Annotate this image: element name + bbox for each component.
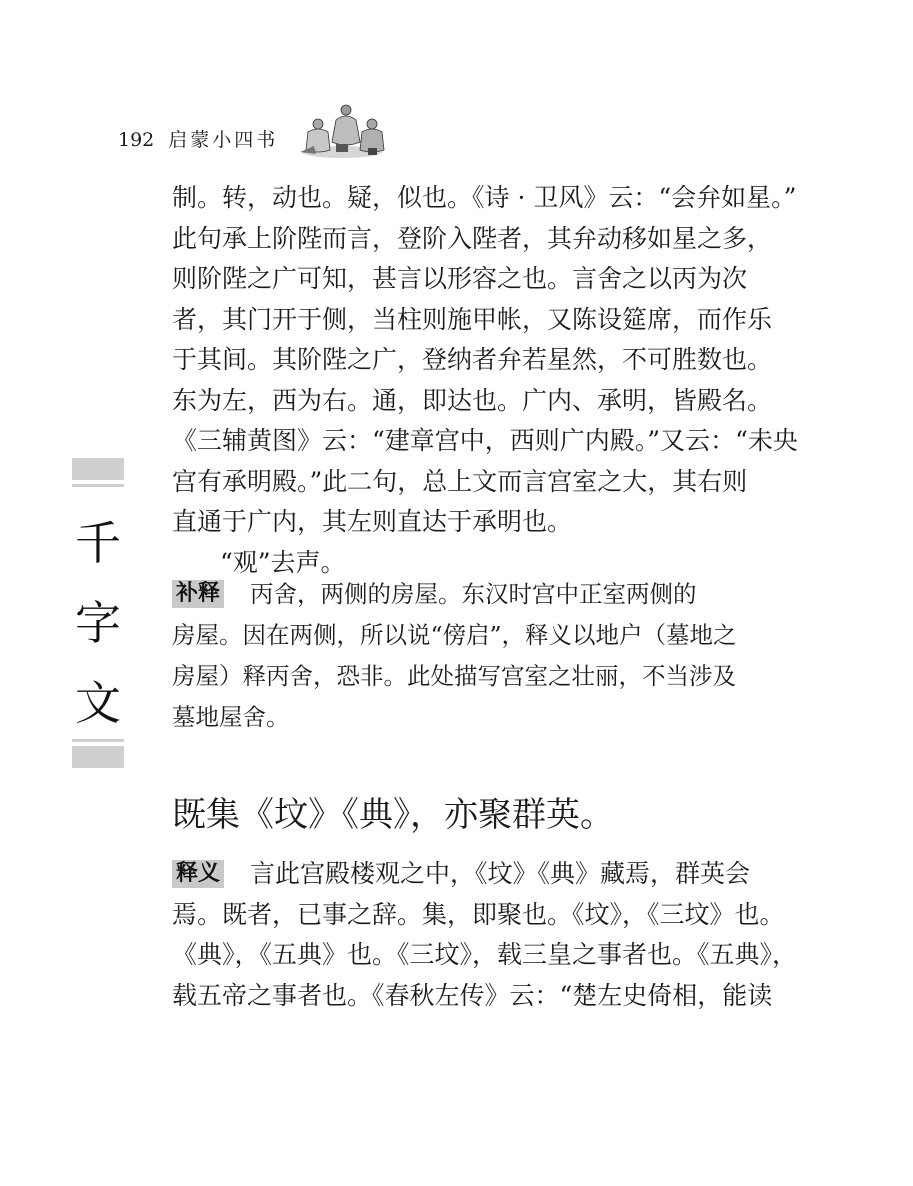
side-tab-char: 千	[75, 516, 121, 570]
side-tab-char: 文	[75, 676, 121, 730]
commentary-line: 此句承上阶陛而言，登阶入陛者，其弁动移如星之多，	[172, 223, 773, 253]
page-header	[118, 100, 388, 160]
verse-heading: 既集《坟》《典》，亦聚群英。	[172, 795, 614, 835]
explanation-label: 释义	[172, 860, 224, 888]
commentary-line: 制。转，动也。疑，似也。《诗 · 卫风》云：“会弁如星。”	[172, 183, 797, 212]
page-number: 192	[118, 129, 155, 151]
section-side-tab	[72, 458, 124, 768]
book-title: 启蒙小四书	[168, 129, 279, 151]
supplement-label: 补释	[172, 580, 224, 608]
explanation-line: 焉。既者，已事之辞。集，即聚也。《坟》，《三坟》也。	[172, 899, 785, 929]
supplement-first-line: 丙舍，两侧的房屋。东汉时宫中正室两侧的	[250, 580, 697, 608]
commentary-line: 者，其门开于侧，当柱则施甲帐，又陈设筵席，而作乐	[172, 304, 773, 334]
explanation-first-line: 言此宫殿楼观之中，《坟》《典》藏焉，群英会	[250, 859, 751, 888]
supplement-line: 房屋。因在两侧，所以说“傍启”，释义以地户（墓地之	[172, 621, 737, 649]
commentary-line: 直通于广内，其左则直达于承明也。	[172, 507, 573, 536]
supplement-section	[172, 574, 742, 738]
supplement-line: 房屋）释丙舍，恐非。此处描写宫室之壮丽，不当涉及	[172, 662, 736, 690]
explanation-section	[172, 854, 798, 1016]
side-tab-top-bar	[72, 458, 124, 480]
commentary-line: 《三辅黄图》云：“建章宫中，西则广内殿。”又云：“未央	[172, 426, 798, 455]
side-tab-bottom-bar	[72, 746, 124, 768]
supplement-line: 墓地屋舍。	[172, 703, 290, 731]
commentary-line: 于其间。其阶陛之广，登纳者弁若星然，不可胜数也。	[172, 345, 773, 374]
side-tab-char: 字	[75, 596, 121, 650]
commentary-line: 东为左，西为右。通，即达也。广内、承明，皆殿名。	[172, 385, 773, 415]
commentary-paragraph	[172, 178, 798, 583]
pronunciation-note: “观”去声。	[220, 547, 346, 577]
explanation-line: 《典》，《五典》也。《三坟》，载三皇之事者也。《五典》，	[172, 940, 798, 969]
scholars-illustration-icon	[296, 102, 388, 160]
commentary-line: 则阶陛之广可知，甚言以形容之也。言舍之以丙为次	[172, 264, 748, 293]
explanation-line: 载五帝之事者也。《春秋左传》云：“楚左史倚相，能读	[172, 980, 773, 1010]
commentary-line: 宫有承明殿。”此二句，总上文而言宫室之大，其右则	[172, 466, 748, 496]
